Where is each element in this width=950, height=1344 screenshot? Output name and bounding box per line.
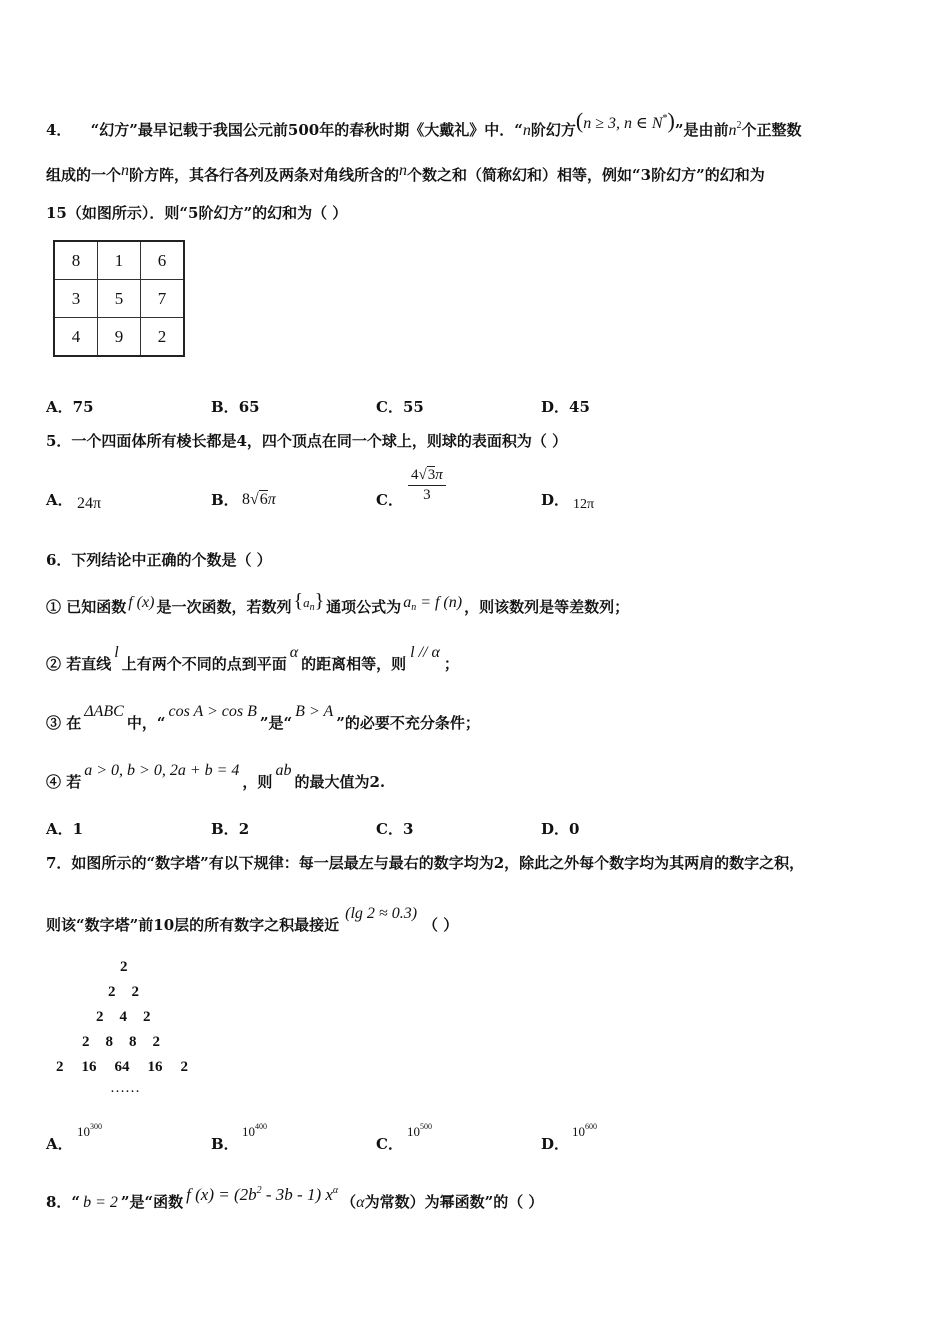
q4-option-b[interactable]: B．65 bbox=[211, 398, 260, 416]
q4-number: 4． bbox=[46, 121, 72, 139]
q6-option-c[interactable]: C．3 bbox=[376, 820, 414, 838]
tower-row-1 bbox=[120, 959, 128, 976]
tower-number: 4 bbox=[119, 1009, 127, 1025]
tower-number: 64 bbox=[114, 1059, 130, 1075]
q5-option-d-value: 12π bbox=[573, 497, 595, 512]
magic-cell: 9 bbox=[98, 318, 141, 357]
q6-statement-2: ② 若直线l上有两个不同的点到平面α的距离相等，则l // α； bbox=[46, 644, 459, 673]
q7-option-b-label[interactable]: B． bbox=[211, 1135, 239, 1153]
magic-cell: 7 bbox=[141, 280, 185, 318]
tower-number: 16 bbox=[147, 1059, 163, 1075]
magic-square-figure bbox=[53, 240, 185, 357]
magic-cell: 4 bbox=[54, 318, 98, 357]
q5-option-a-label[interactable]: A． bbox=[46, 491, 73, 509]
tower-number: 2 bbox=[82, 1034, 90, 1050]
tower-number: 2 bbox=[180, 1059, 188, 1075]
q7-line1: 7．如图所示的“数字塔”有以下规律：每一层最左与最右的数字均为2，除此之外每个数字均为其两肩的数字之积， bbox=[46, 854, 805, 872]
q5-option-a-value: 24π bbox=[77, 495, 102, 512]
tower-number: 2 bbox=[108, 984, 116, 1000]
q7-option-c-label[interactable]: C． bbox=[376, 1135, 403, 1153]
q6-option-b[interactable]: B．2 bbox=[211, 820, 250, 838]
tower-number: 2 bbox=[143, 1009, 151, 1025]
q4-line2: 组成的一个n阶方阵，其各行各列及两条对角线所含的n个数之和（简称幻和）相等，例如“3阶幻方”的幻和为 bbox=[46, 162, 765, 184]
q6-option-a[interactable]: A．1 bbox=[46, 820, 84, 838]
tower-row-3 bbox=[96, 1009, 151, 1026]
tower-number: 2 bbox=[120, 959, 128, 975]
tower-number: 8 bbox=[129, 1034, 137, 1050]
tower-number: 2 bbox=[96, 1009, 104, 1025]
tower-number: 2 bbox=[131, 984, 139, 1000]
tower-row-2 bbox=[108, 984, 139, 1001]
q6-statement-4: ④ 若a > 0, b > 0, 2a + b = 4，则ab的最大值为2. bbox=[46, 762, 386, 791]
magic-cell: 5 bbox=[98, 280, 141, 318]
q4-line1: 4． “幻方”最早记载于我国公元前500年的春秋时期《大戴礼》中．“n阶幻方(n ≥ 3, n ∈ N*)”是由前$n^2$个正整数 bbox=[46, 108, 802, 139]
q5-option-c-fraction: $\frac{4√3\pi}{3}$ bbox=[408, 467, 446, 504]
q8-stem: 8．“ b = 2 ”是“函数 f $(x) = (2b^2 - 3b - 1)$ $x^\alpha(\alpha$为常数）为幂函数”的（ ） bbox=[46, 1185, 544, 1211]
q4-line3: 15（如图所示）．则“5阶幻方”的幻和为（ ） bbox=[46, 204, 348, 222]
q4-option-a[interactable]: A．75 bbox=[46, 398, 94, 416]
tower-ellipsis: …… bbox=[110, 1080, 140, 1096]
q7-line2: 则该“数字塔”前10层的所有数字之积最接近(lg 2 ≈ 0.3)（ ） bbox=[46, 905, 459, 934]
q7-option-b-value: $10^{400}$ bbox=[242, 1122, 267, 1139]
q6-statement-1: ① 已知函数 f (x) 是一次函数，若数列 $\{a_n\}$ 通项公式为 $a_n = f$ (n) ，则该数列是等差数列； bbox=[46, 590, 630, 616]
q7-option-a-label[interactable]: A． bbox=[46, 1135, 73, 1153]
q4-option-d[interactable]: D．45 bbox=[541, 398, 590, 416]
q6-stem: 6．下列结论中正确的个数是（ ） bbox=[46, 551, 272, 569]
magic-cell: 6 bbox=[141, 241, 185, 280]
magic-cell: 1 bbox=[98, 241, 141, 280]
q7-option-d-label[interactable]: D． bbox=[541, 1135, 570, 1153]
tower-number: 16 bbox=[81, 1059, 97, 1075]
q5-stem: 5．一个四面体所有棱长都是4，四个顶点在同一个球上，则球的表面积为（ ） bbox=[46, 432, 568, 450]
tower-row-4 bbox=[82, 1034, 160, 1051]
q7-option-d-value: $10^{600}$ bbox=[572, 1122, 597, 1139]
q6-option-d[interactable]: D．0 bbox=[541, 820, 580, 838]
q5-option-b-value: 8√6π bbox=[242, 491, 276, 508]
magic-cell: 3 bbox=[54, 280, 98, 318]
magic-cell: 2 bbox=[141, 318, 185, 357]
q5-option-c-label[interactable]: C． bbox=[376, 491, 403, 509]
tower-row-5 bbox=[56, 1059, 188, 1076]
magic-cell: 8 bbox=[54, 241, 98, 280]
tower-number: 2 bbox=[152, 1034, 160, 1050]
q7-option-c-value: $10^{500}$ bbox=[407, 1122, 432, 1139]
q6-statement-3: ③ 在ΔABC中，“cos A > cos B”是“B > A”的必要不充分条件； bbox=[46, 703, 480, 732]
q4-option-c[interactable]: C．55 bbox=[376, 398, 424, 416]
q7-option-a-value: $10^{300}$ bbox=[77, 1122, 102, 1139]
tower-number: 8 bbox=[105, 1034, 113, 1050]
tower-number: 2 bbox=[56, 1059, 64, 1075]
q5-option-b-label[interactable]: B． bbox=[211, 491, 239, 509]
q5-option-d-label[interactable]: D． bbox=[541, 491, 570, 509]
